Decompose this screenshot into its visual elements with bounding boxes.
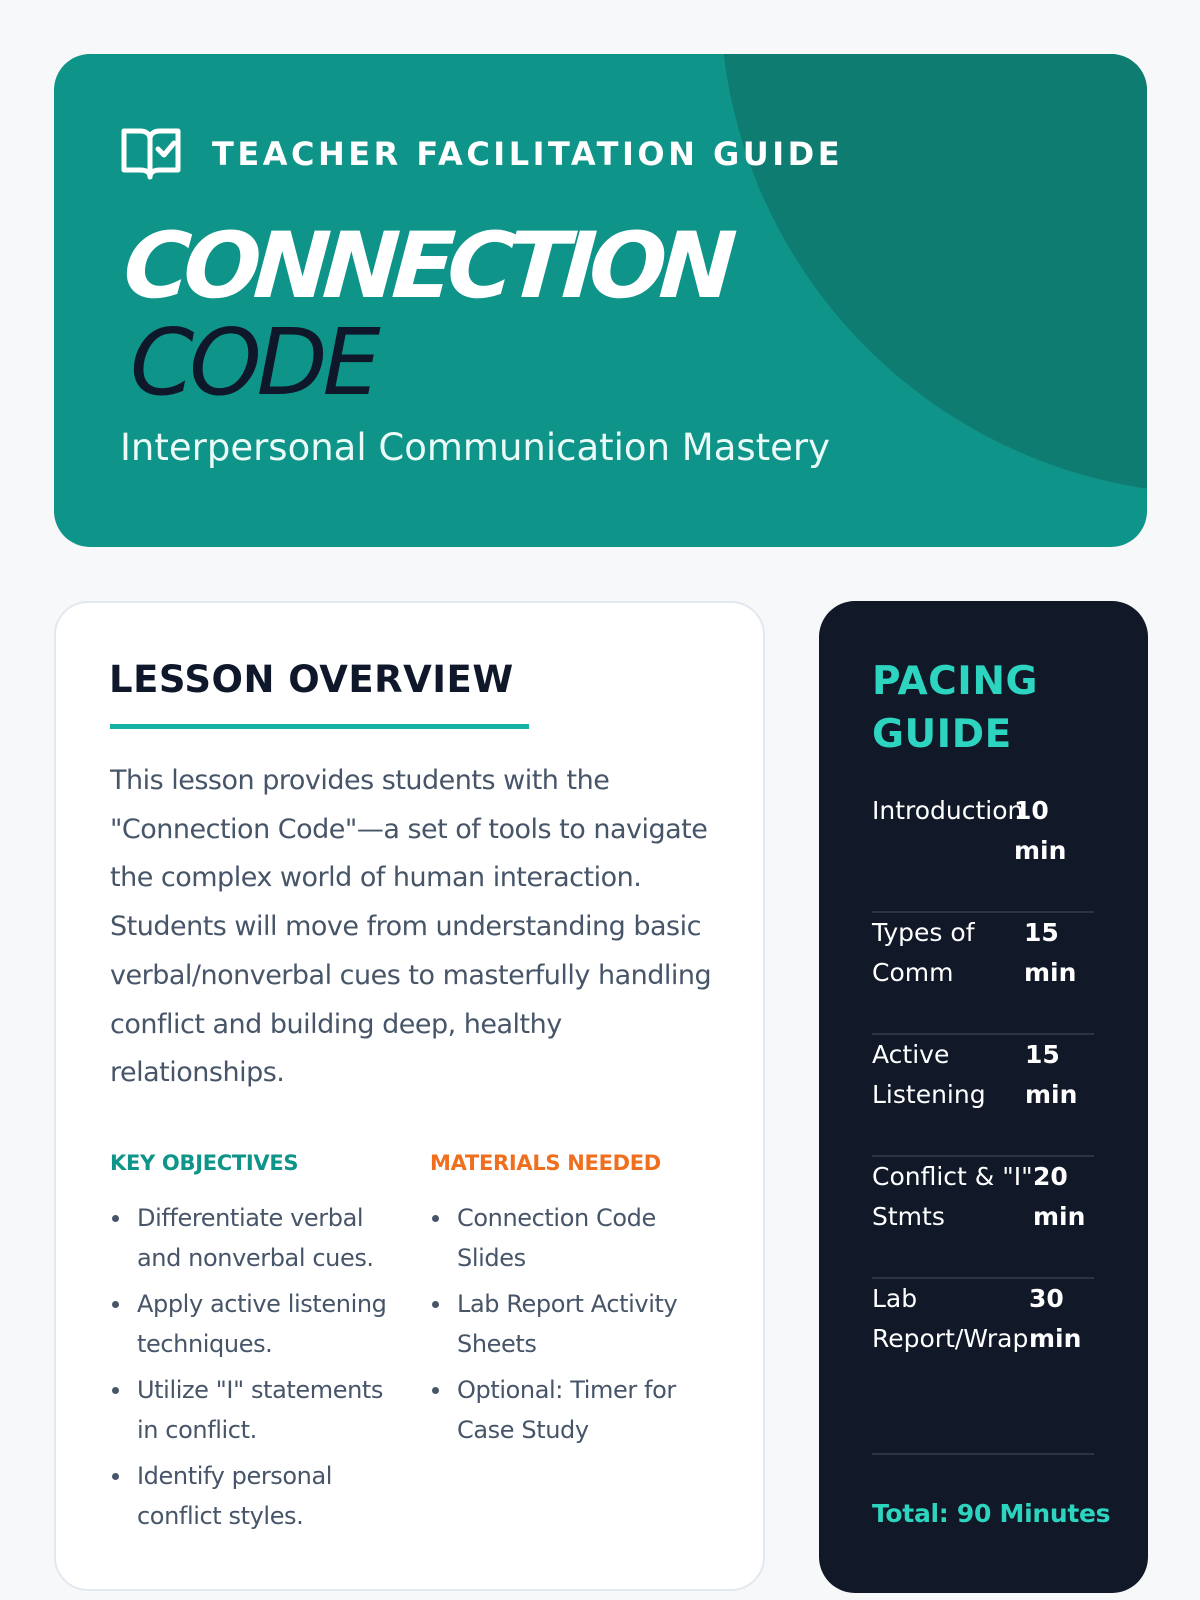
pacing-row-label	[872, 913, 975, 993]
pacing-row-label-line: Conflict & "I"	[872, 1162, 1033, 1191]
list-item: Apply active listening techniques.	[110, 1284, 400, 1364]
pacing-row	[872, 1279, 1094, 1455]
list-item: Utilize "I" statements in conflict.	[110, 1370, 400, 1450]
pacing-row-time	[1029, 1279, 1081, 1359]
pacing-row-minutes: 20	[1033, 1162, 1068, 1191]
heading-underline	[110, 724, 529, 729]
pacing-row-unit: min	[1024, 958, 1077, 987]
list-item: Differentiate verbal and nonverbal cues.	[110, 1198, 400, 1278]
pacing-row	[872, 913, 1094, 1035]
book-check-icon	[120, 125, 182, 183]
pacing-guide-card	[819, 601, 1148, 1593]
lesson-overview-body: This lesson provides students with the "Connection Code"—a set of tools to navigate the complex world of human interaction. Students will move from understanding basic verbal/nonverbal cues to masterfully handling conflict and building deep, healthy relationships.	[110, 765, 712, 1089]
list-item: Connection Code Slides	[430, 1198, 720, 1278]
hero-banner	[54, 54, 1147, 547]
pacing-row-unit: min	[1029, 1324, 1082, 1353]
materials-list	[430, 1198, 720, 1450]
pacing-row-minutes: 15	[1025, 1040, 1060, 1069]
eyebrow	[120, 124, 843, 184]
lesson-overview-card	[54, 601, 765, 1591]
pacing-row-time	[1025, 1035, 1077, 1115]
pacing-row	[872, 1157, 1094, 1279]
pacing-row-label-line: Lab	[872, 1284, 918, 1313]
pacing-row-label-line: Report/Wrap	[872, 1324, 1029, 1353]
pacing-row-label-line: Active	[872, 1040, 950, 1069]
pacing-row-time	[1024, 913, 1076, 993]
pacing-row-label-line: Comm	[872, 958, 954, 987]
pacing-row-unit: min	[1025, 1080, 1078, 1109]
pacing-row-time	[1033, 1157, 1085, 1237]
pacing-guide-heading: PACING GUIDE	[872, 659, 1038, 757]
key-objectives-heading: KEY OBJECTIVES	[110, 1151, 299, 1175]
pacing-row-minutes: 10	[1014, 796, 1049, 825]
page-title-secondary: CODE	[130, 309, 376, 416]
lesson-overview-heading: LESSON OVERVIEW	[109, 658, 514, 701]
pacing-row-minutes: 15	[1024, 918, 1059, 947]
pacing-row-minutes: 30	[1029, 1284, 1064, 1313]
pacing-row-unit: min	[1014, 836, 1067, 865]
pacing-row-label-line: Types of	[872, 918, 975, 947]
page-subtitle: Interpersonal Communication Mastery	[120, 426, 831, 469]
pacing-row-time	[1014, 791, 1066, 871]
list-item: Lab Report Activity Sheets	[430, 1284, 720, 1364]
pacing-row-label-line: Stmts	[872, 1202, 945, 1231]
list-item: Identify personal conflict styles.	[110, 1456, 400, 1536]
pacing-row-label	[872, 1157, 1033, 1237]
pacing-row-label-line: Introduction	[872, 796, 1024, 825]
pacing-row-label-line: Listening	[872, 1080, 986, 1109]
pacing-row-label	[872, 791, 1023, 831]
pacing-total: Total: 90 Minutes	[872, 1499, 1111, 1528]
pacing-row-label	[872, 1279, 1028, 1359]
pacing-row-label	[872, 1035, 986, 1115]
list-item: Optional: Timer for Case Study	[430, 1370, 720, 1450]
pacing-row-unit: min	[1033, 1202, 1086, 1231]
materials-heading: MATERIALS NEEDED	[430, 1151, 661, 1175]
guide-eyebrow-label: TEACHER FACILITATION GUIDE	[212, 135, 844, 173]
pacing-row	[872, 1035, 1094, 1157]
page-title: CONNECTION	[120, 214, 733, 319]
materials-needed	[430, 1151, 720, 1456]
objectives-list	[110, 1198, 400, 1536]
pacing-row	[872, 791, 1094, 913]
key-objectives	[110, 1151, 400, 1542]
